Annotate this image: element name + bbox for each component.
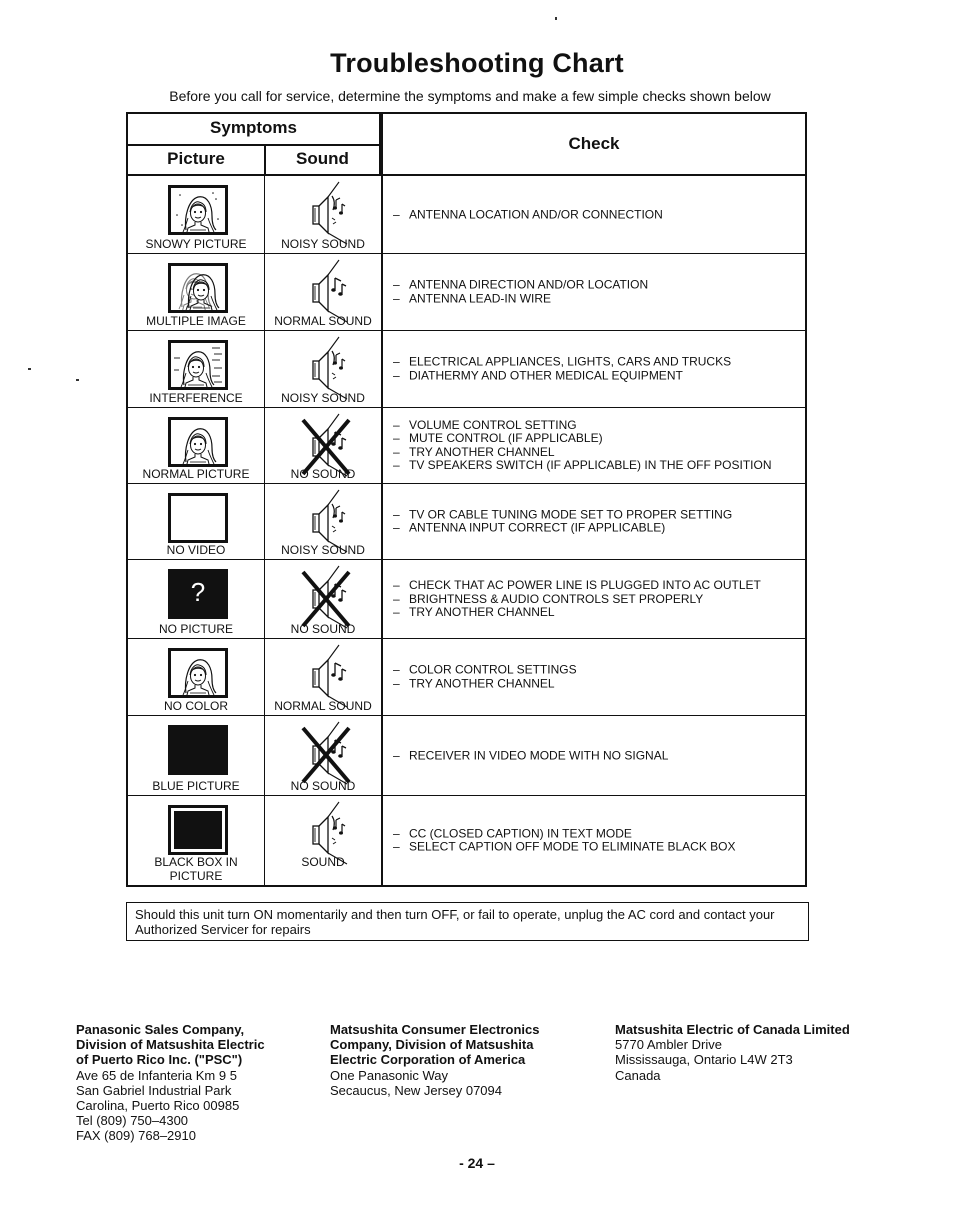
check-text: VOLUME CONTROL SETTING — [409, 417, 577, 432]
check-item — [393, 432, 799, 446]
sound-symptom-cell — [265, 331, 383, 407]
dash-bullet: – — [393, 676, 400, 690]
company-address — [615, 1022, 850, 1083]
company-name-line: of Puerto Rico Inc. ("PSC") — [76, 1052, 243, 1068]
question-mark-glyph: ? — [190, 577, 206, 607]
sound-symptom-cell — [265, 176, 383, 253]
dash-bullet: – — [393, 826, 400, 840]
dash-bullet: – — [393, 577, 400, 592]
dash-bullet: – — [393, 368, 400, 382]
check-header: Check — [381, 114, 805, 176]
picture-symptom-label: SNOWY PICTURE — [145, 237, 247, 251]
check-item — [393, 292, 799, 306]
check-item — [393, 459, 799, 473]
scan-speck — [28, 368, 31, 370]
check-cell — [383, 484, 805, 559]
sound-symptom-cell — [265, 716, 383, 795]
check-item — [393, 664, 799, 678]
table-row — [128, 715, 805, 795]
picture-symptom-label: BLACK BOX IN PICTURE — [154, 855, 238, 883]
check-cell — [383, 408, 805, 483]
sound-symptom-label: NO SOUND — [290, 779, 356, 793]
sound-symptom-label: NO SOUND — [290, 622, 356, 636]
company-name-line: Matsushita Electric of Canada Limited — [615, 1022, 850, 1037]
address-line: San Gabriel Industrial Park — [76, 1082, 232, 1098]
check-text: ANTENNA INPUT CORRECT (IF APPLICABLE) — [409, 520, 666, 535]
troubleshooting-table — [126, 112, 807, 887]
sound-symptom-cell — [265, 484, 383, 559]
dash-bullet: – — [393, 431, 400, 445]
check-text: BRIGHTNESS & AUDIO CONTROLS SET PROPERLY — [409, 591, 704, 606]
check-item — [393, 522, 799, 536]
check-item — [393, 369, 799, 383]
picture-symptom-label: NO VIDEO — [166, 543, 226, 557]
check-text: TV SPEAKERS SWITCH (IF APPLICABLE) IN THE OFF POSITION — [409, 458, 772, 472]
check-text: CC (CLOSED CAPTION) IN TEXT MODE — [409, 826, 632, 840]
check-list — [393, 419, 799, 473]
sound-symptom-cell — [265, 639, 383, 715]
page-number: - 24 – — [459, 1155, 495, 1171]
check-item — [393, 606, 799, 620]
dash-bullet: – — [393, 520, 400, 535]
check-text: ELECTRICAL APPLIANCES, LIGHTS, CARS AND TRUCKS — [409, 354, 732, 369]
company-address — [330, 1022, 540, 1098]
address-line: Canada — [615, 1067, 661, 1083]
check-item — [393, 508, 799, 522]
check-cell — [383, 176, 805, 253]
sound-symptom-label: NO SOUND — [290, 467, 356, 481]
picture-symptom-cell — [128, 484, 265, 559]
check-cell — [383, 716, 805, 795]
check-text: MUTE CONTROL (IF APPLICABLE) — [409, 431, 603, 445]
check-item — [393, 827, 799, 841]
table-row — [128, 330, 805, 407]
page-title: Troubleshooting Chart — [330, 48, 624, 78]
dash-bullet: – — [393, 444, 400, 459]
check-text: TRY ANOTHER CHANNEL — [409, 676, 555, 690]
check-item — [393, 419, 799, 433]
address-line: 5770 Ambler Drive — [615, 1037, 722, 1053]
picture-symptom-cell — [128, 560, 265, 638]
check-item — [393, 749, 799, 763]
dash-bullet: – — [393, 291, 400, 305]
address-line: FAX (809) 768–2910 — [76, 1128, 196, 1144]
check-text: TRY ANOTHER CHANNEL — [409, 604, 555, 619]
table-row — [128, 176, 805, 253]
check-cell — [383, 254, 805, 330]
picture-symptom-cell — [128, 408, 265, 483]
table-row — [128, 795, 805, 885]
address-line: Carolina, Puerto Rico 00985 — [76, 1098, 240, 1114]
service-notice: Should this unit turn ON momentarily and then turn OFF, or fail to operate, unplug the AC cord and contact your Authorized Servicer for repairs — [126, 902, 809, 941]
scan-speck — [555, 17, 557, 20]
company-address — [76, 1022, 265, 1144]
picture-symptom-cell — [128, 254, 265, 330]
company-name-line: Division of Matsushita Electric — [76, 1037, 265, 1053]
dash-bullet: – — [393, 507, 400, 521]
check-list — [393, 208, 799, 222]
picture-symptom-cell — [128, 331, 265, 407]
table-row — [128, 253, 805, 330]
sound-symptom-cell — [265, 796, 383, 885]
check-item — [393, 841, 799, 855]
sound-symptom-label: SOUND — [301, 855, 345, 869]
check-cell — [383, 796, 805, 885]
company-name-line: Electric Corporation of America — [330, 1052, 526, 1068]
check-text: COLOR CONTROL SETTINGS — [409, 662, 577, 677]
sound-symptom-label: NOISY SOUND — [281, 543, 365, 557]
check-item — [393, 356, 799, 370]
check-list — [393, 279, 799, 306]
symptoms-header-group — [128, 114, 381, 176]
check-text: CHECK THAT AC POWER LINE IS PLUGGED INTO AC OUTLET — [409, 577, 761, 592]
check-item — [393, 677, 799, 691]
picture-symptom-cell — [128, 716, 265, 795]
check-item — [393, 208, 799, 222]
picture-symptom-label: NORMAL PICTURE — [142, 467, 250, 481]
sound-symptom-label: NOISY SOUND — [281, 237, 365, 251]
picture-symptom-label: BLUE PICTURE — [152, 779, 240, 793]
check-text: SELECT CAPTION OFF MODE TO ELIMINATE BLACK BOX — [409, 839, 736, 854]
check-list — [393, 827, 799, 854]
check-text: RECEIVER IN VIDEO MODE WITH NO SIGNAL — [409, 747, 669, 762]
address-line: Secaucus, New Jersey 07094 — [330, 1082, 502, 1098]
check-list — [393, 664, 799, 691]
check-cell — [383, 639, 805, 715]
scan-speck — [76, 379, 79, 381]
page-subtitle: Before you call for service, determine the symptoms and make a few simple checks shown below — [169, 88, 771, 104]
dash-bullet: – — [393, 604, 400, 619]
sound-symptom-label: NORMAL SOUND — [274, 314, 372, 328]
dash-bullet: – — [393, 747, 400, 762]
sound-symptom-label: NORMAL SOUND — [274, 699, 372, 713]
sound-symptom-cell — [265, 560, 383, 638]
check-text: ANTENNA LOCATION AND/OR CONNECTION — [409, 206, 663, 221]
company-name-line: Company, Division of Matsushita — [330, 1037, 534, 1053]
address-line: Mississauga, Ontario L4W 2T3 — [615, 1052, 793, 1068]
picture-symptom-label: INTERFERENCE — [149, 391, 243, 405]
picture-header: Picture — [128, 144, 266, 174]
check-text: TV OR CABLE TUNING MODE SET TO PROPER SETTING — [409, 507, 733, 521]
company-name-line: Panasonic Sales Company, — [76, 1022, 245, 1037]
symptoms-header: Symptoms — [128, 114, 379, 146]
address-line: One Panasonic Way — [330, 1067, 449, 1083]
dash-bullet: – — [393, 277, 400, 292]
check-text: ANTENNA DIRECTION AND/OR LOCATION — [409, 277, 649, 292]
table-row — [128, 407, 805, 483]
check-list — [393, 356, 799, 383]
sound-symptom-label: NOISY SOUND — [281, 391, 365, 405]
picture-symptom-label: NO PICTURE — [158, 622, 233, 636]
check-cell — [383, 331, 805, 407]
table-row — [128, 559, 805, 638]
address-line: Ave 65 de Infanteria Km 9 5 — [76, 1067, 237, 1083]
sound-symptom-cell — [265, 254, 383, 330]
check-item — [393, 279, 799, 293]
dash-bullet: – — [393, 591, 400, 606]
sound-symptom-cell — [265, 408, 383, 483]
dash-bullet: – — [393, 662, 400, 677]
picture-symptom-label: MULTIPLE IMAGE — [146, 314, 246, 328]
check-list — [393, 749, 799, 763]
picture-symptom-cell — [128, 176, 265, 253]
picture-symptom-cell — [128, 796, 265, 885]
company-name-line: Matsushita Consumer Electronics — [330, 1022, 540, 1037]
table-row — [128, 483, 805, 559]
check-text: ANTENNA LEAD-IN WIRE — [409, 291, 552, 305]
check-list — [393, 579, 799, 620]
check-item — [393, 446, 799, 460]
check-cell — [383, 560, 805, 638]
address-line: Tel (809) 750–4300 — [76, 1113, 189, 1129]
table-row — [128, 638, 805, 715]
check-text: DIATHERMY AND OTHER MEDICAL EQUIPMENT — [409, 368, 683, 382]
check-item — [393, 579, 799, 593]
check-text: TRY ANOTHER CHANNEL — [409, 444, 555, 459]
picture-symptom-label: NO COLOR — [163, 699, 228, 713]
check-item — [393, 592, 799, 606]
sound-header: Sound — [296, 149, 349, 168]
dash-bullet: – — [393, 206, 400, 221]
dash-bullet: – — [393, 458, 400, 472]
dash-bullet: – — [393, 839, 400, 854]
dash-bullet: – — [393, 417, 400, 432]
dash-bullet: – — [393, 354, 400, 369]
check-list — [393, 508, 799, 535]
picture-symptom-cell — [128, 639, 265, 715]
